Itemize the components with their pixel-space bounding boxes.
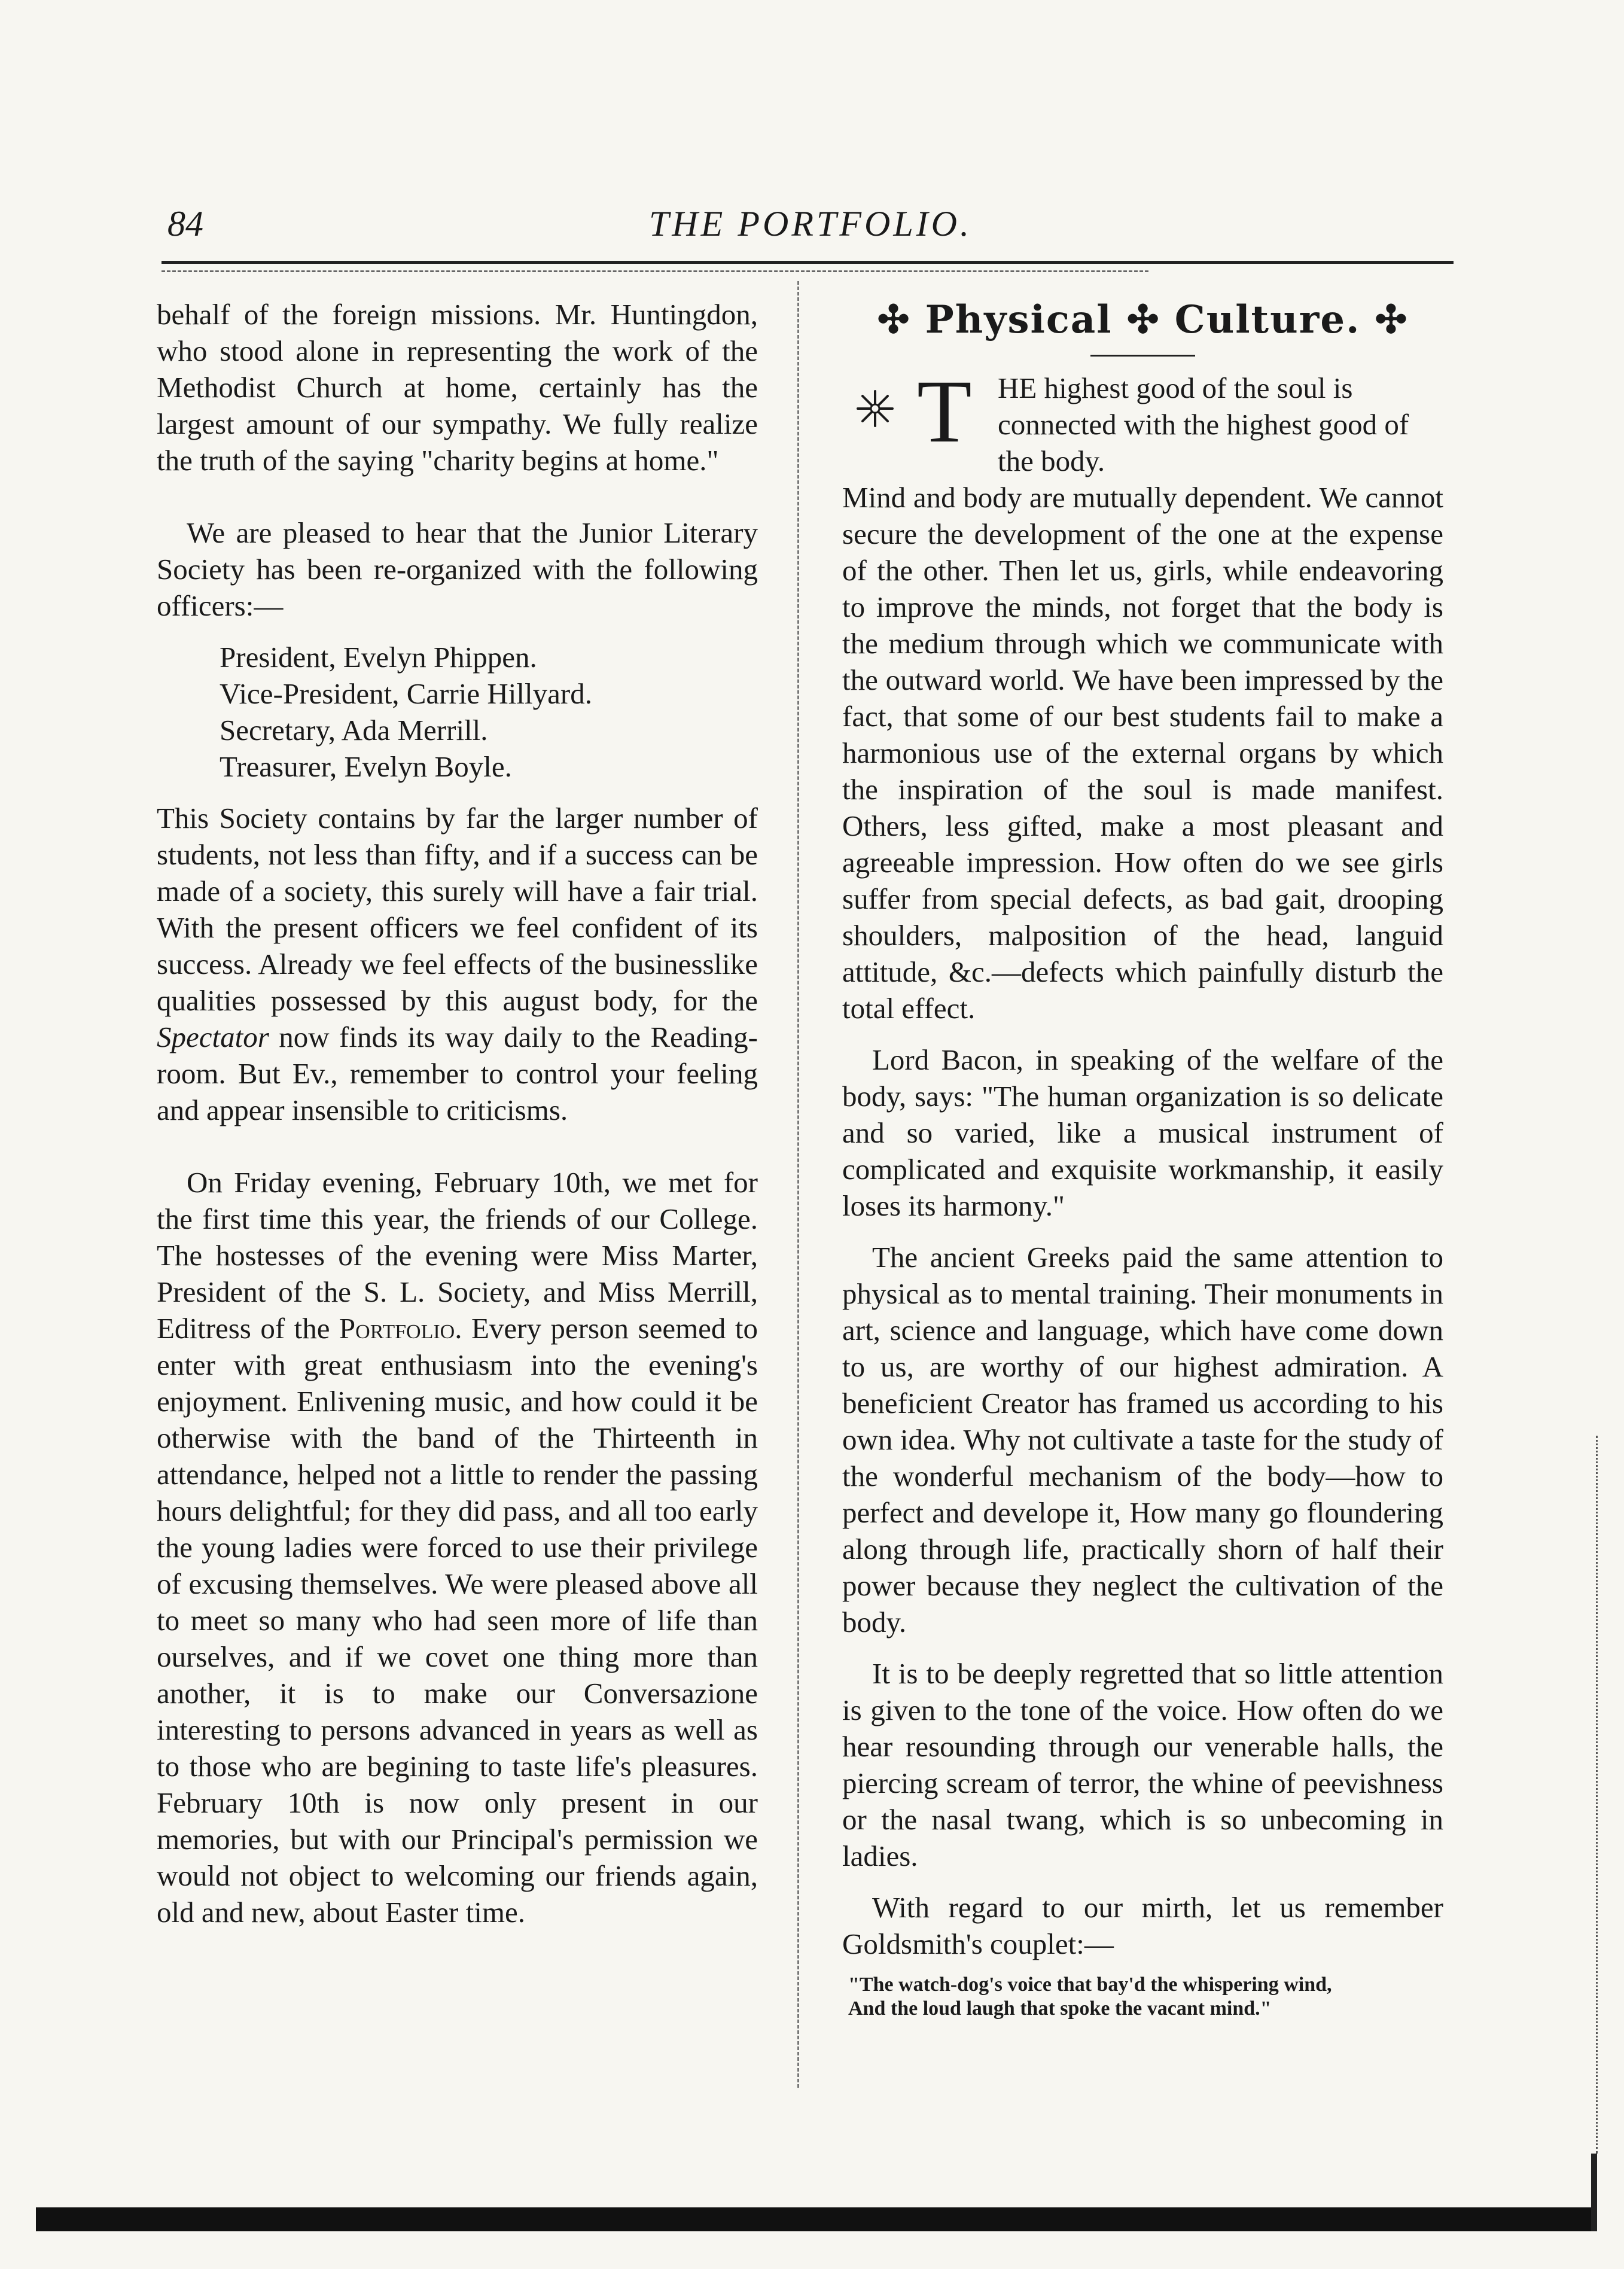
left-column [157, 296, 758, 1930]
paragraph-missions: behalf of the foreign missions. Mr. Huntingdon, who stood alone in representing the work of the Methodist Church at home, certainly has the largest amount of our sympathy. We fully realize the truth of the saying "charity begins at home." [157, 298, 758, 477]
paragraph-ancient-greeks: The ancient Greeks paid the same attention to physical as to mental training. Their monuments in art, science and language, which have come down to us, are worthy of our highest admiration. A beneficient Creator has framed us according to his own idea. Why not cultivate a taste for the study of the wonderful mechanism of the body—how to perfect and develope it, How many go floundering along through life, practically shorn of half their power because they neglect the cultivation of the body. [842, 1241, 1443, 1638]
paragraph-lead: HE highest good of the soul is connected with the highest good of the body. [998, 371, 1409, 477]
title-rule [1090, 355, 1195, 357]
paragraph-mind-body: Mind and body are mutually dependent. We cannot secure the development of the one at the expense of the other. Then let us, girls, while endeavoring to improve the minds, not forget that the body is the medium through which we communicate with the outward world. We have been impressed by the fact, that some of our best students fail to make a harmonious use of the external organs by which the inspiration of the soul is made manifest. Others, less gifted, make a most pleasant and agreeable impression. How often do we see girls suffer from special defects, as bad gait, drooping shoulders, malposition of the head, languid attitude, &c.—defects which painfully disturb the total effect. [842, 481, 1443, 1025]
italic-spectator: Spectator [157, 1021, 269, 1053]
scan-edge-corner [1591, 2154, 1597, 2231]
paragraph-society-success [157, 800, 758, 1128]
text-run: . Every person seemed to enter with great enthusiasm into the evening's enjoyment. Enlivening music, and how could it be otherwise with the band of the Thirteenth in attendance, helped not a little to render the passing hours delightful; for they did pass, and all too early the young ladies were forced to use their privilege of excusing themselves. We were pleased above all to meet so many who had seen more of life than ourselves, and if we covet one thing more than another, it is to make our Conversazione interesting to persons advanced in years as well as to those who are begining to taste life's pleasures. February 10th is now only present in our memories, but with our Principal's permission we would not object to welcoming our friends again, old and new, about Easter time. [157, 1312, 758, 1929]
quote-line: And the loud laugh that spoke the vacant mind." [848, 1997, 1272, 2020]
article-title-block [842, 296, 1443, 357]
header-rule [162, 261, 1454, 264]
right-column [842, 296, 1443, 2021]
officer-vice-president: Vice-President, Carrie Hillyard. [220, 677, 592, 710]
officer-treasurer: Treasurer, Evelyn Boyle. [220, 750, 512, 783]
article-title: ✣ Physical ✣ Culture. ✣ [877, 297, 1409, 342]
officer-president: President, Evelyn Phippen. [220, 641, 537, 674]
text-run: This Society contains by far the larger number of students, not less than fifty, and if a success can be made of a society, this surely will have a fair trial. With the present officers we feel confident of its success. Already we feel effects of the businesslike qualities possessed by this august body, for the [157, 802, 758, 1017]
column-divider [797, 281, 799, 2088]
running-title: THE PORTFOLIO. [648, 204, 972, 243]
quote-line: "The watch-dog's voice that bay'd the whispering wind, [848, 1973, 1332, 1996]
asterisk-flower-icon [854, 388, 896, 430]
paragraph-friday-evening [157, 1164, 758, 1930]
paragraph-junior-society: We are pleased to hear that the Junior Literary Society has been re-organized with the following officers:— [157, 516, 758, 622]
page-number: 84 [167, 204, 203, 243]
drop-cap: T [917, 362, 972, 461]
paragraph-voice: It is to be deeply regretted that so little attention is given to the tone of the voice. How often do we hear resounding through our venerable halls, the piercing scream of terror, the whine of peevishness or the nasal twang, which is so unbecoming in ladies. [842, 1657, 1443, 1872]
opening-block [842, 362, 1443, 479]
text-run: now finds its way daily to the Reading-room. But Ev., remember to control your feeling and appear insensible to criticisms. [157, 1021, 758, 1126]
header-rule-dashed [162, 270, 1148, 272]
officers-list [220, 639, 758, 785]
paragraph-lord-bacon: Lord Bacon, in speaking of the welfare of the body, says: "The human organization is so delicate and so varied, like a musical instrument of complicated and exquisite workmanship, it easily loses its harmony." [842, 1043, 1443, 1222]
goldsmith-couplet [842, 1973, 1443, 2021]
text-run: On Friday evening, February 10th, we met for the first time this year, the friends of our College. The hostesses of the evening were Miss Marter, President of the S. L. Society, and Miss Merrill, Editress of the [157, 1166, 758, 1345]
paragraph-mirth: With regard to our mirth, let us remember Goldsmith's couplet:— [842, 1891, 1443, 1960]
officer-secretary: Secretary, Ada Merrill. [220, 714, 488, 747]
scan-bottom-bar [36, 2207, 1591, 2231]
page-header [167, 203, 1454, 263]
smallcaps-portfolio: Portfolio [339, 1312, 455, 1345]
scan-edge-mark [1596, 1436, 1600, 2154]
